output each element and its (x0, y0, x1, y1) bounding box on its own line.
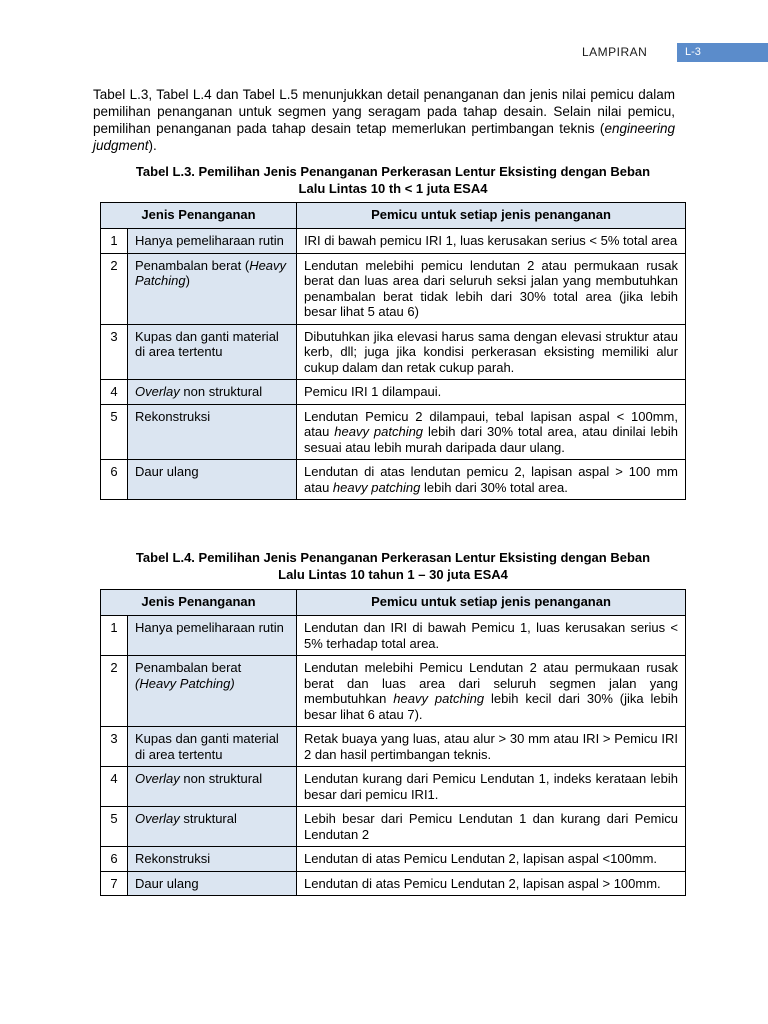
header-treatment-type: Jenis Penanganan (101, 590, 297, 616)
table-l4-caption: Tabel L.4. Pemilihan Jenis Penanganan Perkerasan Lentur Eksisting dengan Beban Lalu Lintas 10 tahun 1 – 30 juta ESA4 (135, 550, 651, 582)
trigger-description: Lebih besar dari Pemicu Lendutan 1 dan kurang dari Pemicu Lendutan 2 (297, 807, 686, 847)
trigger-description: Lendutan dan IRI di bawah Pemicu 1, luas kerusakan serius < 5% terhadap total area. (297, 616, 686, 656)
trigger-description: Lendutan kurang dari Pemicu Lendutan 1, indeks kerataan lebih besar dari pemicu IRI1. (297, 767, 686, 807)
row-number: 3 (101, 324, 128, 380)
header-treatment-type: Jenis Penanganan (101, 203, 297, 229)
row-number: 2 (101, 253, 128, 324)
treatment-name: Penambalan berat (Heavy Patching) (128, 656, 297, 727)
table-row (101, 380, 686, 405)
treatment-name: Daur ulang (128, 460, 297, 500)
trigger-description: Lendutan melebihi pemicu lendutan 2 atau permukaan rusak berat dan luas area dari seluruh seksi jalan yang membutuhkan penambalan berat tidak lebih dari 30% total area (jika lebih besar lihat 5 atau 6) (297, 253, 686, 324)
row-number: 6 (101, 847, 128, 872)
trigger-description: Dibutuhkan jika elevasi harus sama dengan elevasi struktur atau kerb, dll; juga jika kondisi perkerasan eksisting memiliki alur cukup dalam dan retak cukup parah. (297, 324, 686, 380)
header-trigger: Pemicu untuk setiap jenis penanganan (297, 203, 686, 229)
table-row (101, 229, 686, 254)
table-header-row (101, 203, 686, 229)
table-row (101, 324, 686, 380)
row-number: 5 (101, 404, 128, 460)
treatment-name: Overlay non struktural (128, 767, 297, 807)
trigger-description: Lendutan Pemicu 2 dilampaui, tebal lapisan aspal < 100mm, atau heavy patching lebih dari 30% total area, atau dinilai lebih sesuai atau lebih murah daripada daur ulang. (297, 404, 686, 460)
table-row (101, 727, 686, 767)
trigger-description: Lendutan di atas lendutan pemicu 2, lapisan aspal > 100 mm atau heavy patching lebih dari 30% total area. (297, 460, 686, 500)
treatment-name: Kupas dan ganti material di area tertentu (128, 727, 297, 767)
trigger-description: Pemicu IRI 1 dilampaui. (297, 380, 686, 405)
table-l4 (100, 589, 686, 896)
treatment-name: Kupas dan ganti material di area tertentu (128, 324, 297, 380)
treatment-name: Overlay non struktural (128, 380, 297, 405)
treatment-name: Overlay struktural (128, 807, 297, 847)
intro-paragraph: Tabel L.3, Tabel L.4 dan Tabel L.5 menunjukkan detail penanganan dan jenis nilai pemicu dalam pemilihan penanganan untuk segmen yang seragam pada tahap desain. Selain nilai pemicu, pemilihan penanganan pada tahap desain tetap memerlukan pertimbangan teknis (engineering judgment). (93, 87, 675, 153)
table-row (101, 253, 686, 324)
row-number: 2 (101, 656, 128, 727)
row-number: 6 (101, 460, 128, 500)
table-header-row (101, 590, 686, 616)
trigger-description: Lendutan di atas Pemicu Lendutan 2, lapisan aspal <100mm. (297, 847, 686, 872)
treatment-name: Daur ulang (128, 871, 297, 896)
trigger-description: Lendutan melebihi Pemicu Lendutan 2 atau permukaan rusak berat dan luas area dari seluruh segmen jalan yang membutuhkan heavy patching lebih kecil dari 30% (jika lebih besar lihat 6 atau 7). (297, 656, 686, 727)
row-number: 1 (101, 229, 128, 254)
page-number-tab: L-3 (677, 43, 768, 62)
treatment-name: Hanya pemeliharaan rutin (128, 616, 297, 656)
row-number: 3 (101, 727, 128, 767)
table-row (101, 460, 686, 500)
treatment-name: Penambalan berat (Heavy Patching) (128, 253, 297, 324)
table-l3-caption: Tabel L.3. Pemilihan Jenis Penanganan Perkerasan Lentur Eksisting dengan Beban Lalu Lintas 10 th < 1 juta ESA4 (135, 164, 651, 196)
row-number: 4 (101, 380, 128, 405)
treatment-name: Rekonstruksi (128, 847, 297, 872)
table-row (101, 656, 686, 727)
table-row (101, 847, 686, 872)
trigger-description: Lendutan di atas Pemicu Lendutan 2, lapisan aspal > 100mm. (297, 871, 686, 896)
row-number: 7 (101, 871, 128, 896)
treatment-name: Hanya pemeliharaan rutin (128, 229, 297, 254)
trigger-description: Retak buaya yang luas, atau alur > 30 mm atau IRI > Pemicu IRI 2 dan hasil pertimbangan teknis. (297, 727, 686, 767)
row-number: 1 (101, 616, 128, 656)
table-row (101, 404, 686, 460)
table-row (101, 767, 686, 807)
table-row (101, 616, 686, 656)
trigger-description: IRI di bawah pemicu IRI 1, luas kerusakan serius < 5% total area (297, 229, 686, 254)
row-number: 4 (101, 767, 128, 807)
header-trigger: Pemicu untuk setiap jenis penanganan (297, 590, 686, 616)
treatment-name: Rekonstruksi (128, 404, 297, 460)
table-row (101, 807, 686, 847)
header-section-label: LAMPIRAN (582, 45, 648, 59)
table-row (101, 871, 686, 896)
row-number: 5 (101, 807, 128, 847)
table-l3 (100, 202, 686, 500)
